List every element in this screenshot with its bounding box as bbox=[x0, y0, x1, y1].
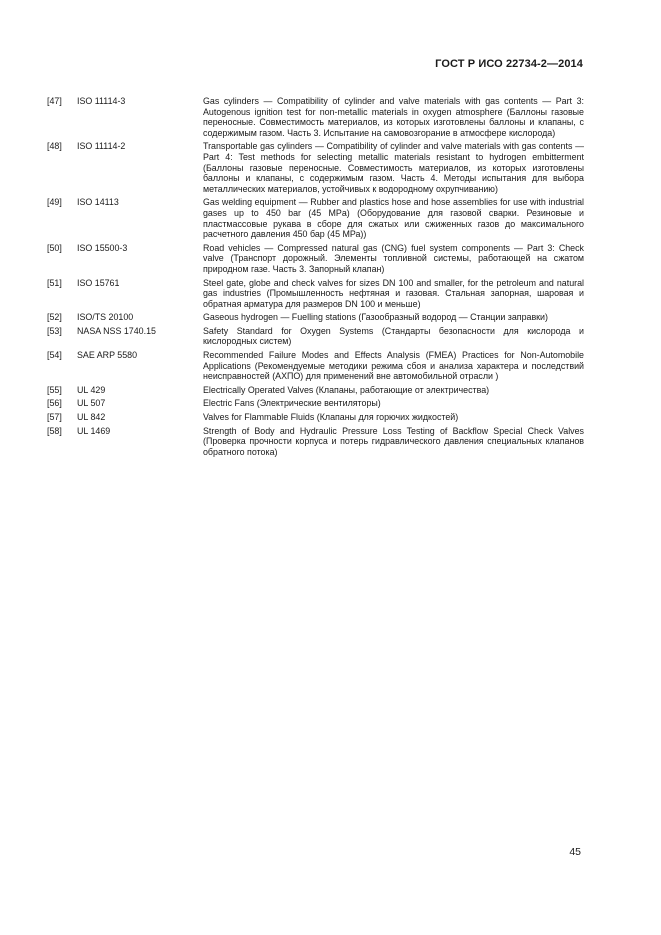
document-header: ГОСТ Р ИСО 22734-2—2014 bbox=[435, 58, 583, 70]
reference-title: Gas cylinders — Compatibility of cylinder and valve materials with gas contents — Part 3: Autogenous ignition test for non-metallic materials in oxygen atmosphere (Баллоны газовые переносные. Совместимость материалов, из которых изготовлены баллоны и клапаны, с содержимым газом. Часть 3. Испытание на самовозгорание в атмосфере кислорода) bbox=[203, 96, 584, 138]
reference-item bbox=[47, 278, 584, 310]
reference-title: Steel gate, globe and check valves for sizes DN 100 and smaller, for the petroleum and natural gas industries (Промышленность нефтяная и газовая. Стальная запорная, шаровая и обратная арматура для размеров DN 100 и меньше) bbox=[203, 277, 584, 309]
reference-code: ISO 15500-3 bbox=[77, 242, 128, 253]
reference-number: [55] bbox=[47, 384, 62, 395]
reference-code: NASA NSS 1740.15 bbox=[77, 325, 156, 336]
reference-title: Road vehicles — Compressed natural gas (CNG) fuel system components — Part 3: Check valve (Транспорт дорожный. Элементы топливной системы, работающей на сжатом природном газе. Часть 3. Запорный клапан) bbox=[203, 242, 584, 274]
reference-code: SAE ARP 5580 bbox=[77, 350, 138, 361]
reference-code: ISO 15761 bbox=[77, 277, 120, 288]
reference-code: UL 507 bbox=[77, 398, 106, 409]
reference-title: Gaseous hydrogen — Fuelling stations (Газообразный водород — Станции заправки) bbox=[203, 312, 548, 323]
reference-code: ISO 11114-3 bbox=[77, 96, 126, 106]
reference-number: [56] bbox=[47, 398, 62, 409]
reference-code: UL 1469 bbox=[77, 425, 111, 436]
reference-code: UL 429 bbox=[77, 384, 106, 395]
reference-item bbox=[47, 350, 584, 382]
reference-item bbox=[47, 197, 584, 239]
reference-title: Valves for Flammable Fluids (Клапаны для горючих жидкостей) bbox=[203, 412, 459, 423]
reference-title: Electrically Operated Valves (Клапаны, работающие от электричества) bbox=[203, 384, 490, 395]
reference-code: ISO 14113 bbox=[77, 197, 119, 208]
reference-code: ISO 11114-2 bbox=[77, 141, 126, 152]
reference-title: Recommended Failure Modes and Effects Analysis (FMEA) Practices for Non-Automobile Applications (Рекомендуемые методики режима сбоя и анализа характера и последствий неисправностей (АХПО) для применений вне автомобильной отрасли ) bbox=[203, 350, 584, 382]
reference-title: Gas welding equipment — Rubber and plastics hose and hose assemblies for use with industrial gases up to 450 bar (45 MPa) (Оборудование для газовой сварки. Резиновые и пластмассовые рукава в сборе для сжатых или сжиженных газов до максимального расчетного давления 450 бар (45 МРа)) bbox=[203, 197, 584, 240]
reference-item bbox=[47, 426, 584, 458]
reference-number: [58] bbox=[47, 425, 62, 436]
reference-title: Electric Fans (Электрические вентиляторы) bbox=[203, 398, 381, 409]
page-number: 45 bbox=[569, 846, 581, 858]
reference-code: UL 842 bbox=[77, 412, 106, 423]
reference-code: ISO/TS 20100 bbox=[77, 312, 134, 323]
reference-title: Safety Standard for Oxygen Systems (Стандарты безопасности для кислорода и кислородных систем) bbox=[203, 325, 584, 347]
reference-item bbox=[47, 398, 584, 409]
reference-number: [48] bbox=[47, 141, 62, 152]
reference-number: [57] bbox=[47, 412, 62, 423]
reference-number: [47] bbox=[47, 96, 62, 106]
reference-number: [50] bbox=[47, 242, 62, 253]
reference-title: Transportable gas cylinders — Compatibility of cylinder and valve materials with gas contents — Part 4: Test methods for selecting metallic materials resistant to hydrogen embitterment (Баллоны газовые переносные. Совместимость материалов, из которых изготовлены баллоны и клапаны, с содержимым газом. Часть 4. Методы испытания для выбора металлических материалов, устойчивых к водородному охрупчиванию) bbox=[203, 141, 584, 194]
reference-item bbox=[47, 243, 584, 275]
reference-item bbox=[47, 385, 584, 396]
reference-item bbox=[47, 326, 584, 347]
reference-item bbox=[47, 412, 584, 423]
reference-number: [52] bbox=[47, 312, 62, 323]
bibliography-list bbox=[47, 96, 584, 460]
reference-title: Strength of Body and Hydraulic Pressure Loss Testing of Backflow Special Check Valves (Проверка прочности корпуса и потерь гидравлического давления специальных клапанов обратного потока) bbox=[203, 425, 584, 457]
reference-number: [49] bbox=[47, 197, 62, 208]
reference-number: [54] bbox=[47, 350, 62, 361]
reference-item bbox=[47, 312, 584, 323]
reference-item bbox=[47, 141, 584, 194]
reference-number: [51] bbox=[47, 277, 62, 288]
reference-item bbox=[47, 96, 584, 138]
reference-number: [53] bbox=[47, 325, 62, 336]
